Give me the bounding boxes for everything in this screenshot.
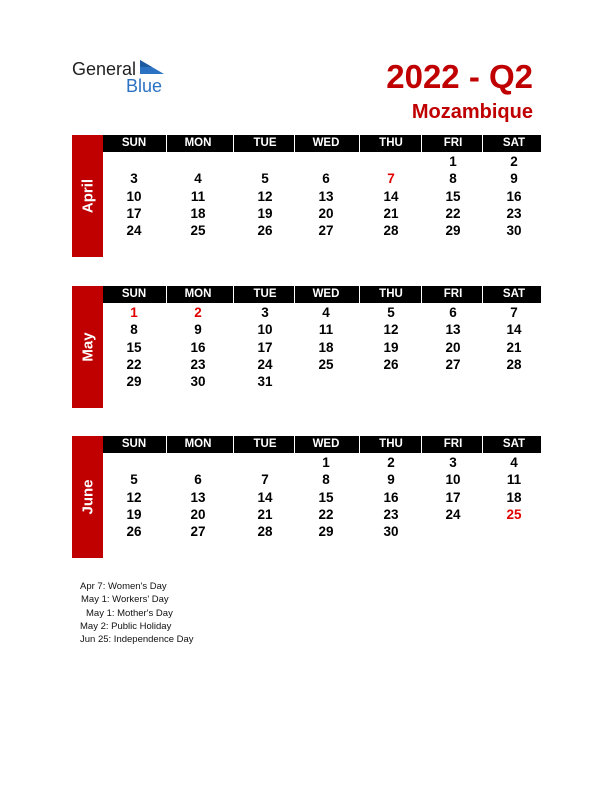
weekday-separator bbox=[294, 286, 295, 303]
day-cell: 2 bbox=[387, 455, 395, 470]
day-cell: 12 bbox=[383, 322, 399, 338]
weekday-separator bbox=[233, 286, 234, 303]
logo-text-blue: Blue bbox=[126, 76, 163, 96]
day-cell: 12 bbox=[257, 188, 273, 204]
month-label-bar bbox=[72, 436, 103, 558]
day-cell: 7 bbox=[261, 472, 269, 488]
month-label-bar bbox=[72, 135, 103, 257]
weekday-separator bbox=[166, 436, 167, 453]
weekday-separator bbox=[166, 135, 167, 152]
weekday-sun: SUN bbox=[121, 137, 147, 149]
weekday-sat: SAT bbox=[502, 438, 526, 450]
weekday-separator bbox=[359, 436, 360, 453]
day-cell: 12 bbox=[126, 489, 142, 505]
day-cell: 16 bbox=[383, 489, 399, 505]
weekday-separator bbox=[166, 286, 167, 303]
weekday-separator bbox=[294, 135, 295, 152]
day-cell: 17 bbox=[126, 205, 142, 221]
day-cell: 11 bbox=[190, 188, 206, 204]
day-cell: 18 bbox=[190, 205, 206, 221]
day-cell: 22 bbox=[126, 356, 142, 372]
weekday-separator bbox=[421, 286, 422, 303]
day-cell: 23 bbox=[190, 356, 206, 372]
day-cell: 23 bbox=[383, 506, 399, 522]
day-cell: 20 bbox=[318, 205, 334, 221]
weekday-separator bbox=[359, 286, 360, 303]
day-cell: 6 bbox=[194, 472, 202, 488]
month-block-june bbox=[72, 436, 541, 558]
day-cell: 29 bbox=[318, 524, 334, 540]
day-cell: 24 bbox=[126, 223, 142, 239]
day-cell: 9 bbox=[387, 472, 395, 488]
weekday-header bbox=[103, 135, 541, 152]
month-block-april bbox=[72, 135, 541, 257]
day-cell: 19 bbox=[126, 506, 142, 522]
day-cell: 25 bbox=[190, 223, 206, 239]
month-name: April bbox=[79, 178, 96, 214]
weekday-tue: TUE bbox=[253, 288, 277, 300]
day-cell: 4 bbox=[194, 171, 202, 187]
holiday-note: May 1: Workers' Day bbox=[81, 594, 169, 606]
day-cell: 19 bbox=[257, 205, 273, 221]
day-cell: 13 bbox=[445, 322, 461, 338]
weekday-tue: TUE bbox=[253, 438, 277, 450]
holiday-day-cell: 7 bbox=[387, 171, 395, 187]
weekday-wed: WED bbox=[312, 288, 340, 300]
day-cell: 29 bbox=[445, 223, 461, 239]
day-cell: 9 bbox=[194, 322, 202, 338]
day-cell: 22 bbox=[318, 506, 334, 522]
weekday-separator bbox=[421, 135, 422, 152]
weekday-mon: MON bbox=[184, 288, 212, 300]
day-cell: 30 bbox=[383, 524, 399, 540]
day-cell: 15 bbox=[445, 188, 461, 204]
weekday-thu: THU bbox=[379, 137, 403, 149]
day-cell: 27 bbox=[190, 524, 206, 540]
weekday-header bbox=[103, 286, 541, 303]
day-cell: 7 bbox=[510, 305, 518, 320]
page-title: 2022 - Q2 bbox=[386, 58, 533, 95]
day-cell: 22 bbox=[445, 205, 461, 221]
weekday-separator bbox=[359, 135, 360, 152]
day-cell: 2 bbox=[510, 154, 518, 169]
day-cell: 20 bbox=[445, 339, 461, 355]
weekday-separator bbox=[421, 436, 422, 453]
day-cell: 24 bbox=[257, 356, 273, 372]
weekday-tue: TUE bbox=[253, 137, 277, 149]
month-name: June bbox=[79, 479, 96, 515]
day-cell: 14 bbox=[506, 322, 522, 338]
day-cell: 5 bbox=[387, 305, 395, 320]
holiday-note: Jun 25: Independence Day bbox=[80, 634, 194, 646]
day-cell: 30 bbox=[506, 223, 522, 239]
day-cell: 1 bbox=[322, 455, 330, 470]
day-cell: 25 bbox=[318, 356, 334, 372]
weekday-fri: FRI bbox=[443, 288, 463, 300]
holiday-day-cell: 1 bbox=[130, 305, 138, 320]
weekday-separator bbox=[233, 135, 234, 152]
day-cell: 26 bbox=[383, 356, 399, 372]
day-cell: 23 bbox=[506, 205, 522, 221]
weekday-separator bbox=[482, 286, 483, 303]
day-cell: 27 bbox=[445, 356, 461, 372]
day-cell: 6 bbox=[449, 305, 457, 320]
weekday-sat: SAT bbox=[502, 288, 526, 300]
day-cell: 3 bbox=[130, 171, 138, 187]
day-cell: 21 bbox=[506, 339, 522, 355]
holiday-note: May 2: Public Holiday bbox=[80, 620, 172, 632]
weekday-wed: WED bbox=[312, 137, 340, 149]
weekday-separator bbox=[233, 436, 234, 453]
weekday-mon: MON bbox=[184, 137, 212, 149]
day-cell: 24 bbox=[445, 506, 461, 522]
weekday-wed: WED bbox=[312, 438, 340, 450]
weekday-mon: MON bbox=[184, 438, 212, 450]
day-cell: 10 bbox=[445, 472, 461, 488]
day-cell: 29 bbox=[126, 374, 142, 390]
day-cell: 8 bbox=[130, 322, 138, 338]
day-cell: 8 bbox=[322, 472, 330, 488]
day-cell: 19 bbox=[383, 339, 399, 355]
holiday-day-cell: 25 bbox=[506, 506, 522, 522]
day-cell: 21 bbox=[383, 205, 399, 221]
weekday-thu: THU bbox=[379, 438, 403, 450]
logo-text-general: General bbox=[72, 59, 137, 79]
day-cell: 15 bbox=[126, 339, 142, 355]
logo-flag-icon bbox=[140, 60, 164, 76]
weekday-sun: SUN bbox=[121, 438, 147, 450]
day-cell: 3 bbox=[261, 305, 269, 320]
day-cell: 27 bbox=[318, 223, 334, 239]
month-name: May bbox=[79, 332, 96, 362]
day-cell: 17 bbox=[257, 339, 273, 355]
day-cell: 18 bbox=[506, 489, 522, 505]
day-cell: 8 bbox=[449, 171, 457, 187]
weekday-header bbox=[103, 436, 541, 453]
day-cell: 6 bbox=[322, 171, 330, 187]
day-cell: 1 bbox=[449, 154, 457, 169]
day-cell: 18 bbox=[318, 339, 334, 355]
day-cell: 14 bbox=[383, 188, 399, 204]
day-cell: 11 bbox=[318, 322, 334, 338]
day-cell: 9 bbox=[510, 171, 518, 187]
day-cell: 11 bbox=[506, 472, 522, 488]
weekday-sat: SAT bbox=[502, 137, 526, 149]
day-cell: 13 bbox=[190, 489, 206, 505]
weekday-fri: FRI bbox=[443, 438, 463, 450]
month-label-bar bbox=[72, 286, 103, 408]
weekday-separator bbox=[482, 135, 483, 152]
brand-logo bbox=[72, 59, 172, 95]
day-cell: 4 bbox=[510, 455, 518, 470]
month-block-may bbox=[72, 286, 541, 408]
day-cell: 16 bbox=[506, 188, 522, 204]
day-cell: 10 bbox=[257, 322, 273, 338]
day-cell: 28 bbox=[506, 356, 522, 372]
day-cell: 28 bbox=[257, 524, 273, 540]
country-name: Mozambique bbox=[411, 101, 533, 123]
day-cell: 26 bbox=[257, 223, 273, 239]
day-cell: 17 bbox=[445, 489, 461, 505]
day-cell: 4 bbox=[322, 305, 330, 320]
day-cell: 20 bbox=[190, 506, 206, 522]
day-cell: 10 bbox=[126, 188, 142, 204]
weekday-separator bbox=[294, 436, 295, 453]
holiday-note: Apr 7: Women's Day bbox=[80, 581, 167, 592]
day-cell: 30 bbox=[190, 374, 206, 390]
day-cell: 5 bbox=[261, 171, 269, 187]
weekday-separator bbox=[482, 436, 483, 453]
weekday-sun: SUN bbox=[121, 288, 147, 300]
day-cell: 15 bbox=[318, 489, 334, 505]
day-cell: 26 bbox=[126, 524, 142, 540]
day-cell: 3 bbox=[449, 455, 457, 470]
day-cell: 16 bbox=[190, 339, 206, 355]
day-cell: 21 bbox=[257, 506, 273, 522]
holiday-day-cell: 2 bbox=[194, 305, 202, 320]
day-cell: 31 bbox=[257, 374, 273, 390]
day-cell: 13 bbox=[318, 188, 334, 204]
weekday-fri: FRI bbox=[443, 137, 463, 149]
holiday-note: May 1: Mother's Day bbox=[86, 607, 173, 619]
day-cell: 28 bbox=[383, 223, 399, 239]
day-cell: 5 bbox=[130, 472, 138, 488]
day-cell: 14 bbox=[257, 489, 273, 505]
weekday-thu: THU bbox=[379, 288, 403, 300]
